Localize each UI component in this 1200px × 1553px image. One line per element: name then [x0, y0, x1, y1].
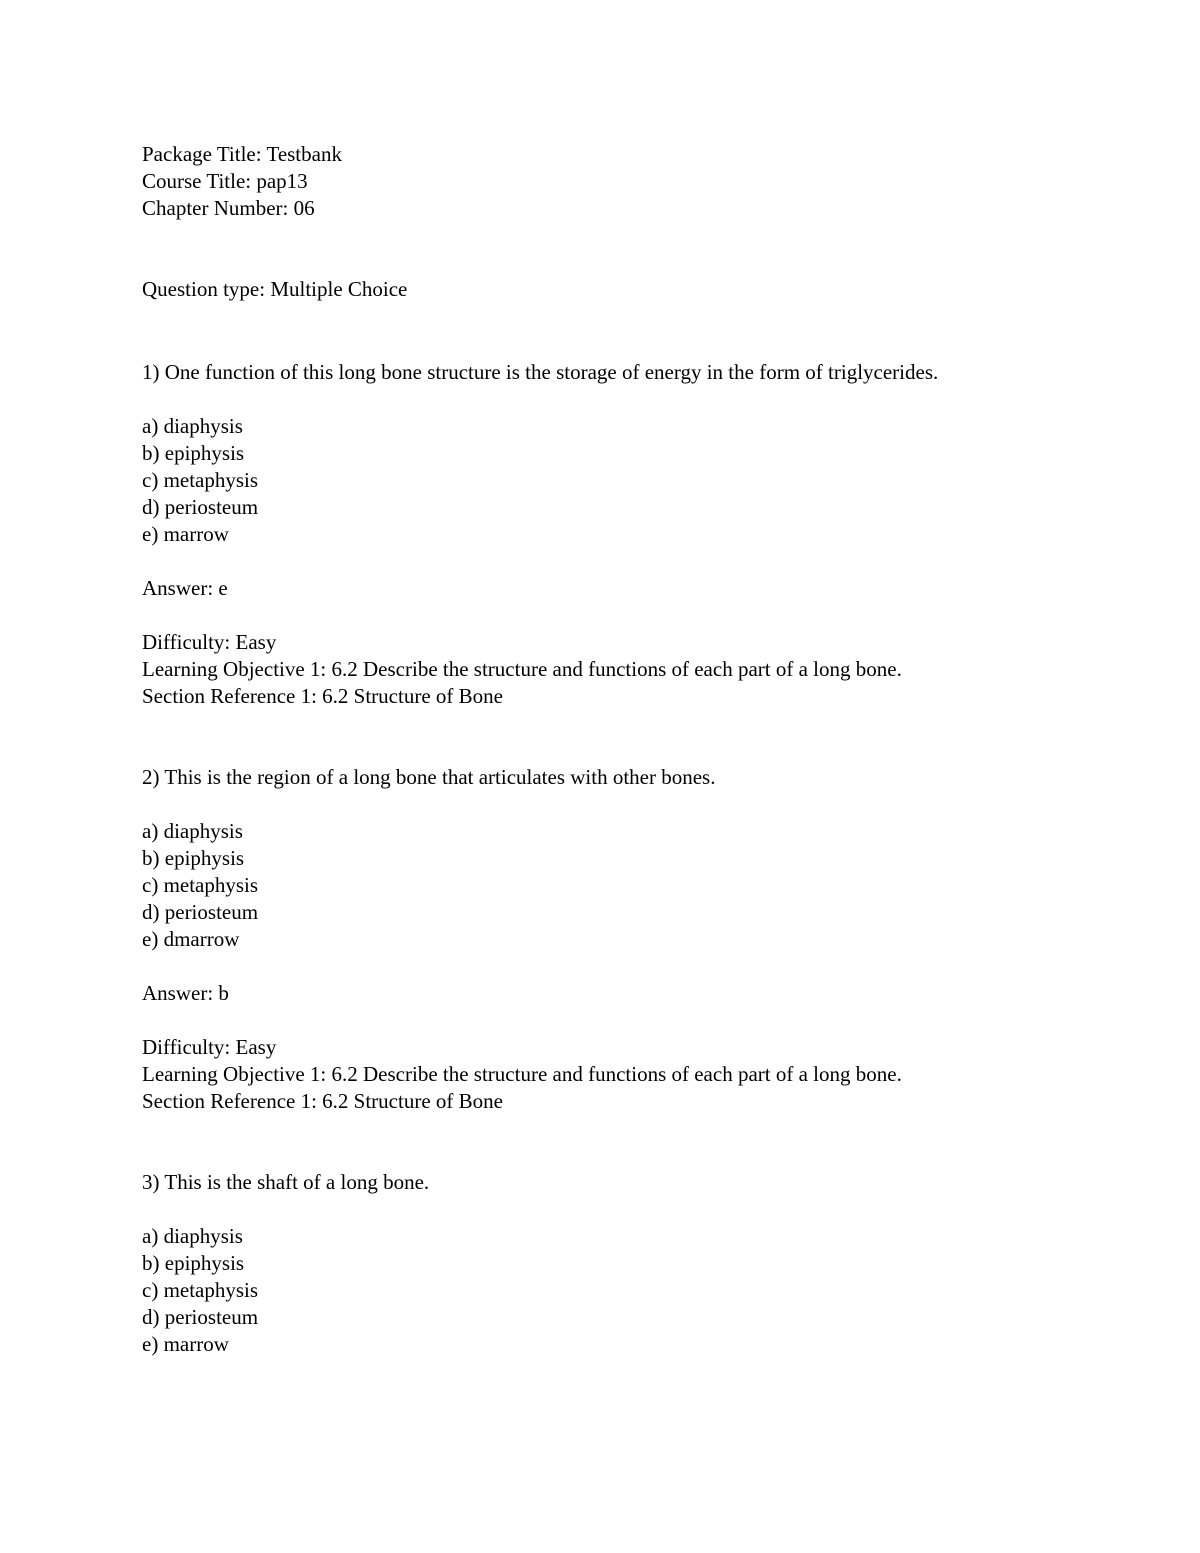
difficulty: Difficulty: Easy — [142, 1035, 277, 1059]
option-b: b) epiphysis — [142, 441, 245, 465]
question-prompt: 1) One function of this long bone structure is the storage of energy in the form of triglycerides. — [142, 360, 939, 384]
answer: Answer: e — [142, 576, 228, 600]
question-1 — [142, 359, 1102, 710]
option-b: b) epiphysis — [142, 846, 245, 870]
difficulty: Difficulty: Easy — [142, 630, 277, 654]
option-b: b) epiphysis — [142, 1251, 245, 1275]
option-a: a) diaphysis — [142, 819, 243, 843]
question-prompt: 3) This is the shaft of a long bone. — [142, 1170, 430, 1194]
answer-options — [142, 818, 1102, 953]
answer: Answer: b — [142, 981, 229, 1005]
question-prompt: 2) This is the region of a long bone that articulates with other bones. — [142, 765, 716, 789]
option-a: a) diaphysis — [142, 1224, 243, 1248]
option-e: e) dmarrow — [142, 927, 240, 951]
option-a: a) diaphysis — [142, 414, 243, 438]
learning-objective: Learning Objective 1: 6.2 Describe the structure and functions of each part of a long bone. — [142, 657, 902, 681]
chapter-number: Chapter Number: 06 — [142, 196, 315, 220]
option-c: c) metaphysis — [142, 1278, 259, 1302]
question-2 — [142, 764, 1102, 1115]
answer-options — [142, 413, 1102, 548]
section-reference: Section Reference 1: 6.2 Structure of Bone — [142, 684, 503, 708]
package-title: Package Title: Testbank — [142, 142, 342, 166]
option-d: d) periosteum — [142, 1305, 259, 1329]
option-c: c) metaphysis — [142, 873, 259, 897]
answer-options — [142, 1223, 1102, 1358]
option-d: d) periosteum — [142, 495, 259, 519]
learning-objective: Learning Objective 1: 6.2 Describe the structure and functions of each part of a long bone. — [142, 1062, 902, 1086]
option-d: d) periosteum — [142, 900, 259, 924]
option-c: c) metaphysis — [142, 468, 259, 492]
option-e: e) marrow — [142, 1332, 229, 1356]
course-title: Course Title: pap13 — [142, 169, 308, 193]
option-e: e) marrow — [142, 522, 229, 546]
document-content — [142, 141, 1102, 1358]
section-reference: Section Reference 1: 6.2 Structure of Bone — [142, 1089, 503, 1113]
question-type: Question type: Multiple Choice — [142, 277, 408, 301]
question-3 — [142, 1169, 1102, 1358]
